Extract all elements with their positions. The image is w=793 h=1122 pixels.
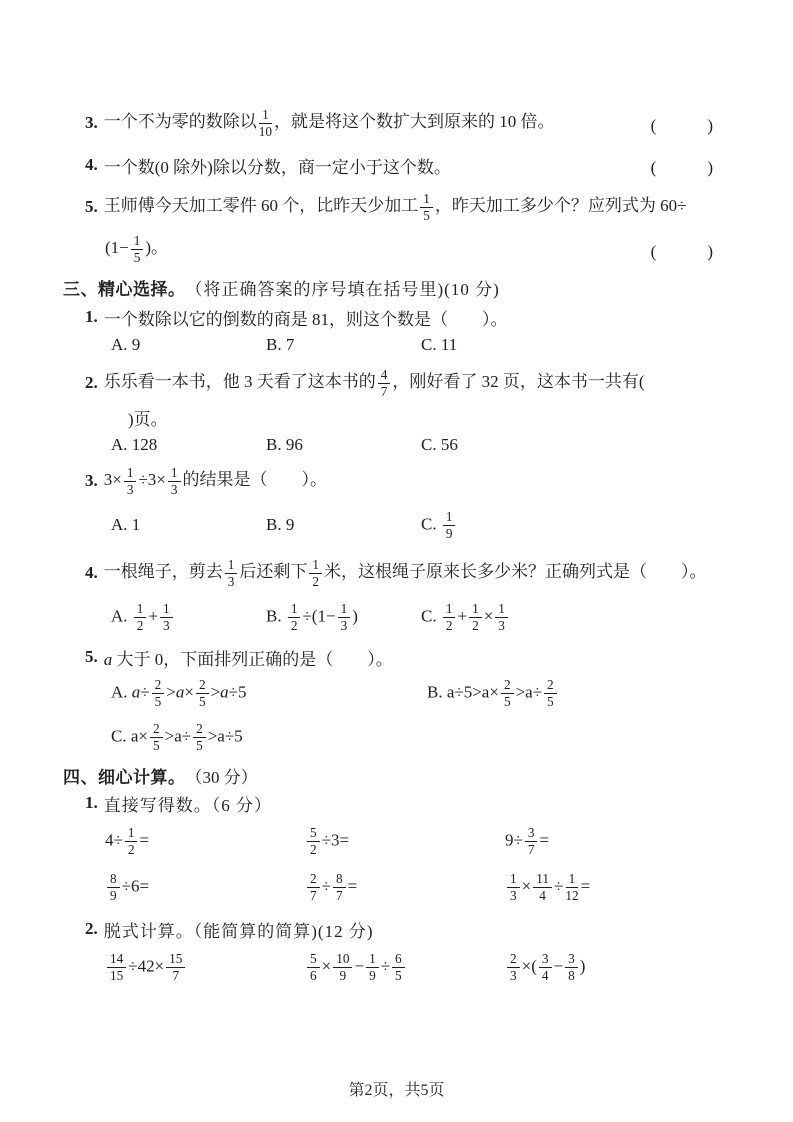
- fraction: $\frac{1}{5}$: [420, 192, 433, 223]
- option-b: B. $\frac{1}{2}$ ÷(1− $\frac{1}{3}$ ): [266, 600, 358, 633]
- option-b: B. 96: [266, 435, 303, 454]
- fraction: $\frac{2}{3}$: [507, 952, 520, 983]
- calc-row-2: [63, 866, 735, 908]
- fraction: $\frac{15}{7}$: [166, 952, 185, 983]
- tf-item-5-line1: [63, 186, 735, 228]
- question-5-options-row1: [63, 672, 735, 714]
- question-text: 一根绳子，剪去 $\frac{1}{3}$ 后还剩下 $\frac{1}{2}$ 米，这根绳子原来长多少米？正确列式是（ ）。: [103, 556, 707, 589]
- fraction: $\frac{11}{4}$: [533, 872, 552, 903]
- fraction: $\frac{1}{10}$: [258, 106, 272, 139]
- fraction: $\frac{2}{5}$: [150, 722, 163, 753]
- fraction: $\frac{2}{5}$: [544, 678, 557, 709]
- item-text: 一个不为零的数除以 $\frac{1}{10}$ ，就是将这个数扩大到原来的 10 倍。: [103, 106, 555, 139]
- question-text-continued: )页。: [128, 409, 168, 429]
- math-expression: 4÷ $\frac{1}{2}$ =: [105, 824, 150, 857]
- math-expression: $\frac{5}{2}$ ÷3=: [305, 826, 505, 857]
- section-subtitle: （将正确答案的序号填在括号里)(10 分): [185, 279, 500, 299]
- math-expression: $\frac{8}{9}$ ÷6=: [105, 872, 305, 903]
- part-number: 1.: [85, 793, 98, 812]
- question-3-options: [63, 504, 735, 546]
- choice-question-2-line1: [63, 362, 735, 404]
- part-number: 2.: [85, 919, 98, 938]
- question-number: 5.: [85, 647, 98, 666]
- fraction: $\frac{2}{5}$: [152, 678, 165, 709]
- option-b: B. 7: [266, 335, 295, 354]
- choice-question-2-line2: [63, 404, 735, 430]
- math-expression: $\frac{5}{6}$ × $\frac{10}{9}$ − $\frac{1}{9}$ ÷ $\frac{6}{5}$: [305, 952, 505, 983]
- fraction: $\frac{1}{3}$: [495, 602, 508, 633]
- calc-part1-label: [63, 790, 735, 816]
- option-c: C. 11: [421, 335, 458, 354]
- fraction: $\frac{1}{3}$: [507, 872, 520, 903]
- option-a: A. 128: [111, 435, 158, 454]
- fraction: $\frac{1}{3}$: [338, 602, 351, 633]
- fraction: $\frac{8}{7}$: [333, 872, 346, 903]
- fraction: $\frac{14}{15}$: [107, 952, 126, 983]
- section-title: 四、细心计算。: [63, 767, 186, 787]
- choice-question-1: [63, 304, 735, 330]
- question-number: 3.: [85, 471, 98, 490]
- question-number: 1.: [85, 307, 98, 326]
- fraction: $\frac{1}{2}$: [469, 602, 482, 633]
- fraction: $\frac{1}{2}$: [125, 826, 138, 857]
- item-number: 4.: [85, 155, 98, 174]
- fraction: $\frac{5}{6}$: [307, 952, 320, 983]
- fraction: $\frac{2}{5}$: [501, 678, 514, 709]
- item-text: 一个数(0 除外)除以分数，商一定小于这个数。: [103, 157, 451, 177]
- item-number: 3.: [85, 113, 98, 132]
- math-expression: 9÷ $\frac{3}{7}$ =: [505, 824, 550, 857]
- fraction: $\frac{1}{3}$: [124, 466, 137, 497]
- section-score: （30 分）: [185, 767, 258, 787]
- math-expression: $\frac{1}{3}$ × $\frac{11}{4}$ ÷ $\frac{1}{12}$ =: [505, 872, 705, 903]
- question-text: 乐乐看一本书，他 3 天看了这本书的 $\frac{4}{7}$ ，刚好看了 32 页，这本书一共有(: [103, 366, 645, 399]
- calc-part2-label: [63, 916, 735, 942]
- section3-heading: [63, 274, 735, 300]
- fraction: $\frac{4}{7}$: [378, 368, 391, 399]
- fraction: $\frac{8}{9}$: [107, 872, 120, 903]
- fraction: $\frac{1}{5}$: [131, 234, 144, 265]
- question-text: 一个数除以它的倒数的商是 81，则这个数是（ ）。: [103, 309, 508, 329]
- item-number: 5.: [85, 197, 98, 216]
- fraction: $\frac{3}{8}$: [565, 952, 578, 983]
- fraction: $\frac{1}{9}$: [443, 510, 456, 541]
- question-text: a 大于 0，下面排列正确的是（ ）。: [103, 649, 393, 669]
- fraction: $\frac{1}{3}$: [160, 602, 173, 633]
- fraction: $\frac{1}{12}$: [565, 870, 579, 903]
- question-5-options-row2: [63, 716, 735, 758]
- option-c: C. $\frac{1}{9}$: [421, 510, 457, 541]
- question-number: 2.: [85, 373, 98, 392]
- calc-row-3: [63, 946, 735, 988]
- fraction: $\frac{1}{2}$: [288, 602, 301, 633]
- question-number: 4.: [85, 563, 98, 582]
- fraction: $\frac{5}{2}$: [307, 826, 320, 857]
- choice-question-3: [63, 460, 735, 502]
- fraction: $\frac{2}{5}$: [196, 678, 209, 709]
- choice-question-4: [63, 552, 735, 594]
- fraction: $\frac{1}{2}$: [309, 558, 322, 589]
- option-b: B. a÷5>a× $\frac{2}{5}$ >a÷ $\frac{2}{5}$: [427, 678, 559, 709]
- tf-item-3: [63, 102, 735, 144]
- item-text: 王师傅今天加工零件 60 个，比昨天少加工 $\frac{1}{5}$ ，昨天加工多少个？应列式为 60÷: [103, 190, 687, 223]
- choice-question-5: [63, 644, 735, 670]
- answer-bracket: ( ): [650, 115, 713, 135]
- section-title: 三、精心选择。: [63, 279, 186, 299]
- question-2-options: [63, 432, 735, 458]
- item-text-continued: (1− $\frac{1}{5}$ )。: [105, 232, 169, 265]
- calc-row-1: [63, 820, 735, 862]
- question-1-options: [63, 332, 735, 358]
- fraction: $\frac{2}{5}$: [193, 722, 206, 753]
- fraction: $\frac{10}{9}$: [333, 952, 352, 983]
- option-a: A. $\frac{1}{2}$ + $\frac{1}{3}$: [111, 602, 266, 633]
- fraction: $\frac{6}{5}$: [392, 952, 405, 983]
- tf-item-4: [63, 152, 735, 178]
- fraction: $\frac{1}{2}$: [134, 602, 147, 633]
- option-c: C. $\frac{1}{2}$ + $\frac{1}{2}$ × $\frac{1}{3}$: [421, 602, 510, 633]
- fraction: $\frac{1}{3}$: [225, 558, 238, 589]
- page-footer: 第2页，共5页: [348, 1082, 445, 1099]
- fraction: $\frac{3}{4}$: [539, 952, 552, 983]
- option-c: C. a× $\frac{2}{5}$ >a÷ $\frac{2}{5}$ >a÷5: [111, 720, 243, 753]
- fraction: $\frac{2}{7}$: [307, 872, 320, 903]
- tf-item-5-line2: [63, 228, 735, 270]
- fraction: $\frac{1}{9}$: [366, 952, 379, 983]
- answer-bracket: ( ): [650, 157, 713, 177]
- option-b: B. 9: [266, 515, 295, 534]
- question-4-options: [63, 596, 735, 638]
- math-expression: $\frac{2}{7}$ ÷ $\frac{8}{7}$ =: [305, 872, 505, 903]
- option-c: C. 56: [421, 435, 458, 454]
- math-expression: $\frac{2}{3}$ ×( $\frac{3}{4}$ − $\frac{3}{8}$ ): [505, 952, 705, 983]
- fraction: $\frac{1}{3}$: [168, 466, 181, 497]
- part-label: 脱式计算。（能简算的简算)(12 分): [103, 921, 374, 941]
- math-expression: $\frac{14}{15}$ ÷42× $\frac{15}{7}$: [105, 952, 305, 983]
- section4-heading: [63, 762, 735, 788]
- fraction: $\frac{1}{2}$: [443, 602, 456, 633]
- option-a: A. 1: [111, 515, 141, 534]
- answer-bracket: ( ): [650, 241, 713, 261]
- option-a: A. 9: [111, 335, 141, 354]
- question-text: 3× $\frac{1}{3}$ ÷3× $\frac{1}{3}$ 的结果是（ ）。: [103, 464, 328, 497]
- part-label: 直接写得数。（6 分）: [103, 795, 272, 815]
- option-a: A. a÷ $\frac{2}{5}$ >a× $\frac{2}{5}$ >a÷5: [111, 676, 247, 709]
- fraction: $\frac{3}{7}$: [525, 826, 538, 857]
